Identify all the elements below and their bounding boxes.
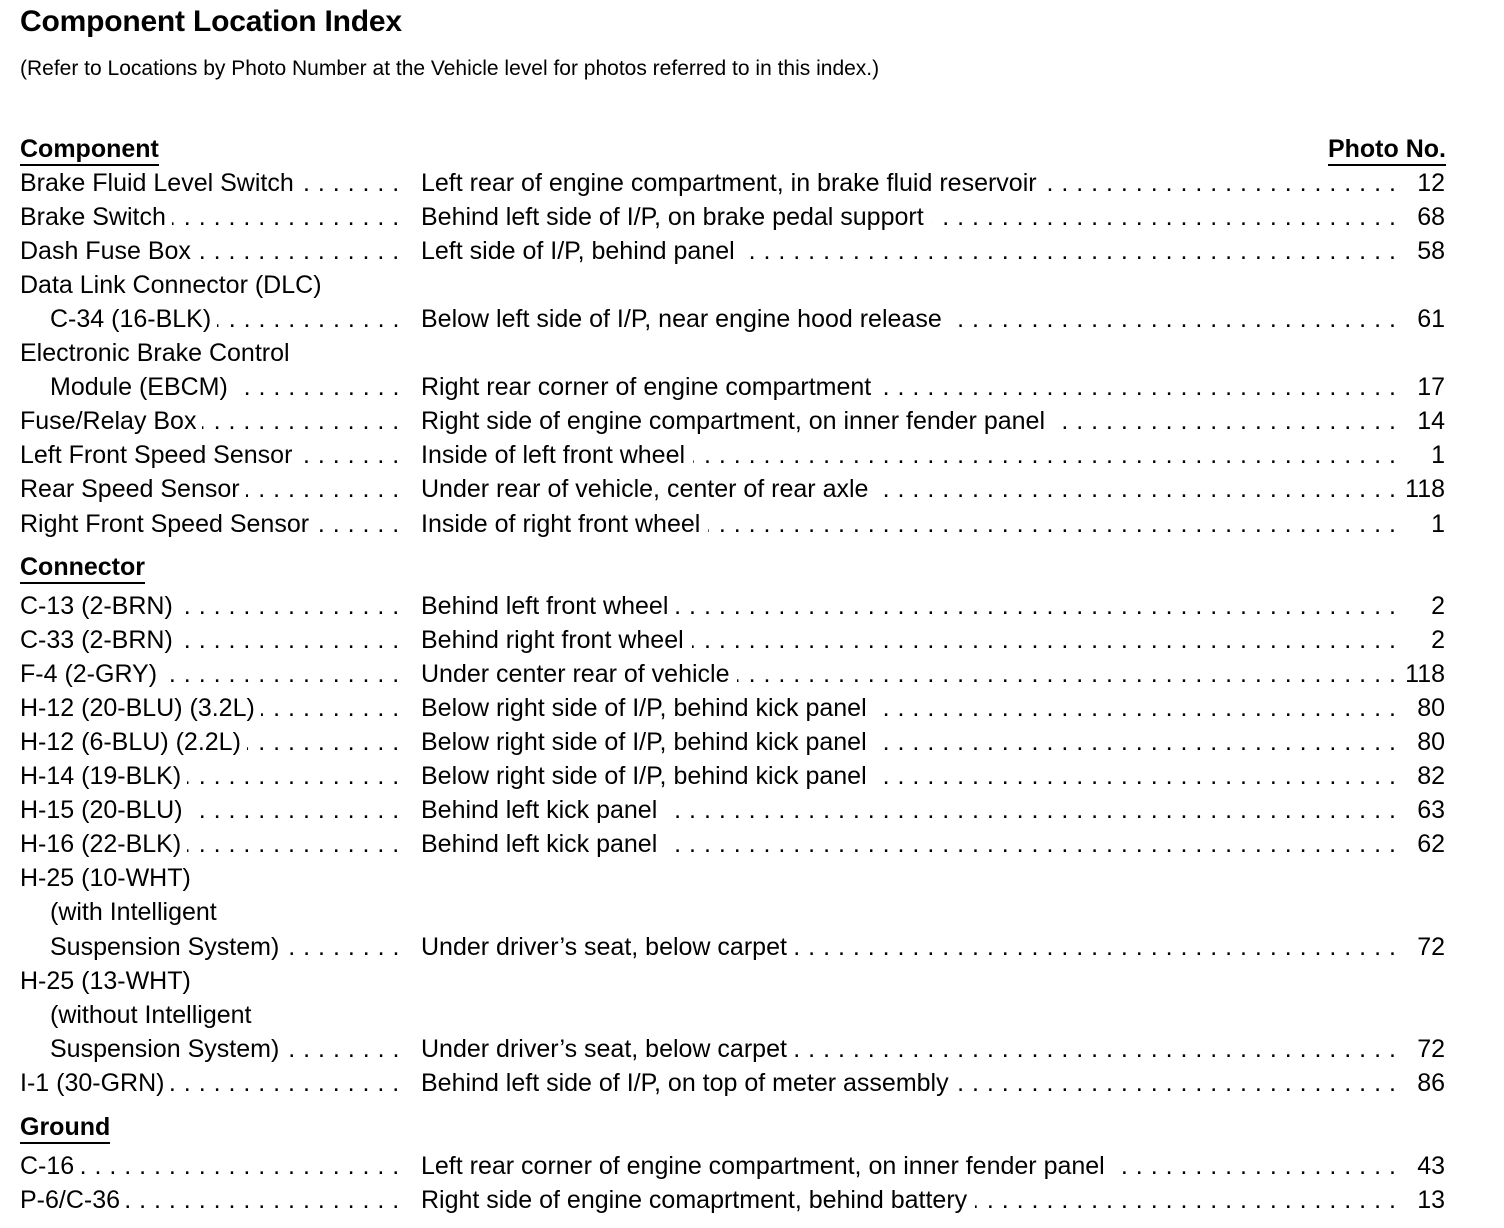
component-name xyxy=(20,166,402,200)
location-text: Right rear corner of engine compartment xyxy=(421,373,879,401)
component-name-text: C-13 (2-BRN) xyxy=(20,592,179,620)
location-text: Behind right front wheel xyxy=(421,626,692,654)
table-row xyxy=(0,268,1504,302)
location-description xyxy=(421,200,1399,234)
location-text: Below right side of I/P, behind kick panel xyxy=(421,762,875,790)
photo-number: 68 xyxy=(1417,203,1445,232)
photo-number: 63 xyxy=(1417,796,1445,825)
photo-number: 80 xyxy=(1417,694,1445,723)
photo-number: 17 xyxy=(1417,373,1445,402)
table-row xyxy=(0,759,1504,793)
component-name-text: C-16 xyxy=(20,1152,80,1180)
photo-number: 43 xyxy=(1417,1152,1445,1180)
location-text: Inside of right front wheel xyxy=(421,510,708,538)
location-text: Below right side of I/P, behind kick panel xyxy=(421,728,875,756)
component-name xyxy=(50,1032,402,1066)
component-name xyxy=(20,1149,402,1183)
table-row xyxy=(0,302,1504,336)
location-text: Left side of I/P, behind panel xyxy=(421,237,743,265)
component-name-text: I-1 (30-GRN) xyxy=(20,1069,170,1097)
component-name xyxy=(50,370,402,404)
component-name xyxy=(20,623,402,657)
location-description xyxy=(421,404,1399,438)
photo-number: 118 xyxy=(1405,660,1445,689)
component-name-text: H-25 (13-WHT) xyxy=(20,967,197,995)
table-row xyxy=(0,336,1504,370)
photo-number-header: Photo No. xyxy=(1328,134,1446,166)
photo-number: 61 xyxy=(1417,305,1445,334)
location-text: Behind left side of I/P, on brake pedal support xyxy=(421,203,932,231)
location-description xyxy=(421,1149,1399,1183)
location-text: Below right side of I/P, behind kick panel xyxy=(421,694,875,722)
table-row xyxy=(0,370,1504,404)
component-name xyxy=(50,895,402,929)
component-name xyxy=(20,759,402,793)
table-row xyxy=(0,793,1504,827)
location-text: Under driver’s seat, below carpet xyxy=(421,1035,795,1063)
component-name-text: Dash Fuse Box xyxy=(20,237,197,265)
component-name-text: Suspension System) xyxy=(50,933,285,961)
photo-number: 58 xyxy=(1417,237,1445,266)
photo-number: 2 xyxy=(1431,592,1445,620)
component-name xyxy=(20,507,402,541)
component-name-text: C-34 (16-BLK) xyxy=(50,305,217,333)
location-description xyxy=(421,1183,1399,1217)
location-text: Right side of engine comaprtment, behind battery xyxy=(421,1186,975,1214)
component-name xyxy=(20,472,402,506)
table-row xyxy=(0,404,1504,438)
location-text: Behind left kick panel xyxy=(421,796,665,824)
photo-number: 80 xyxy=(1417,728,1445,757)
photo-number: 72 xyxy=(1417,932,1445,961)
location-text: Behind left side of I/P, on top of meter assembly xyxy=(421,1069,957,1097)
component-name-text: Fuse/Relay Box xyxy=(20,407,202,435)
component-name-text: Module (EBCM) xyxy=(50,373,234,401)
component-name xyxy=(20,964,402,998)
component-name xyxy=(20,268,402,302)
location-text: Under center rear of vehicle xyxy=(421,660,737,688)
location-text: Under rear of vehicle, center of rear axle xyxy=(421,475,876,503)
table-row xyxy=(0,998,1504,1032)
location-description xyxy=(421,827,1399,861)
photo-number: 13 xyxy=(1417,1186,1445,1215)
location-description xyxy=(421,930,1399,964)
location-text: Inside of left front wheel xyxy=(421,441,693,469)
table-row xyxy=(0,234,1504,268)
table-row xyxy=(0,589,1504,623)
location-description xyxy=(421,691,1399,725)
location-description xyxy=(421,370,1399,404)
location-text: Below left side of I/P, near engine hood release xyxy=(421,305,950,333)
table-row xyxy=(0,1032,1504,1066)
table-row xyxy=(0,507,1504,541)
component-name-text: Brake Fluid Level Switch xyxy=(20,169,300,197)
component-name-text: Left Front Speed Sensor xyxy=(20,441,298,469)
location-description xyxy=(421,725,1399,759)
location-description xyxy=(421,623,1399,657)
component-name-text: Brake Switch xyxy=(20,203,172,231)
table-row xyxy=(0,930,1504,964)
component-name xyxy=(20,691,402,725)
photo-number: 118 xyxy=(1405,475,1445,504)
table-row xyxy=(0,166,1504,200)
location-description xyxy=(421,507,1399,541)
section-heading-connector: Connector xyxy=(20,552,145,584)
component-name-text: (without Intelligent xyxy=(50,1001,258,1029)
section-heading-component: Component xyxy=(20,134,159,166)
photo-number: 2 xyxy=(1431,626,1445,655)
component-name xyxy=(50,930,402,964)
component-name xyxy=(20,1066,402,1100)
component-name-text: Data Link Connector (DLC) xyxy=(20,271,328,299)
photo-number: 1 xyxy=(1431,509,1445,538)
component-name xyxy=(20,200,402,234)
component-name xyxy=(20,725,402,759)
location-description xyxy=(421,793,1399,827)
component-name-text: H-25 (10-WHT) xyxy=(20,864,197,892)
location-description xyxy=(421,657,1399,691)
location-description xyxy=(421,759,1399,793)
location-description xyxy=(421,589,1399,623)
photo-number: 72 xyxy=(1417,1034,1445,1063)
page-title: Component Location Index xyxy=(20,5,402,38)
table-row xyxy=(0,1066,1504,1100)
location-text: Left rear of engine compartment, in brake fluid reservoir xyxy=(421,169,1045,197)
location-text: Behind left kick panel xyxy=(421,830,665,858)
component-name xyxy=(50,302,402,336)
photo-number: 14 xyxy=(1417,407,1445,436)
table-row xyxy=(0,1183,1504,1217)
component-name-text: (with Intelligent xyxy=(50,898,223,926)
component-name xyxy=(20,336,402,370)
component-name xyxy=(20,438,402,472)
component-name-text: H-14 (19-BLK) xyxy=(20,762,187,790)
component-name-text: Right Front Speed Sensor xyxy=(20,510,315,538)
component-name-text: P-6/C-36 xyxy=(20,1186,126,1214)
component-name xyxy=(20,589,402,623)
section-heading-ground: Ground xyxy=(20,1112,110,1144)
table-row xyxy=(0,895,1504,929)
photo-number: 12 xyxy=(1417,169,1445,197)
table-row xyxy=(0,623,1504,657)
component-name-text: F-4 (2-GRY) xyxy=(20,660,163,688)
table-row xyxy=(0,964,1504,998)
component-name-text: Rear Speed Sensor xyxy=(20,475,246,503)
location-description xyxy=(421,1066,1399,1100)
location-description xyxy=(421,234,1399,268)
table-row xyxy=(0,861,1504,895)
component-name-text: Electronic Brake Control xyxy=(20,339,296,367)
table-row xyxy=(0,691,1504,725)
component-name xyxy=(50,998,402,1032)
component-name-text: H-12 (6-BLU) (2.2L) xyxy=(20,728,247,756)
location-description xyxy=(421,1032,1399,1066)
table-row xyxy=(0,200,1504,234)
photo-number: 1 xyxy=(1431,441,1445,470)
component-name xyxy=(20,861,402,895)
table-row xyxy=(0,1149,1504,1183)
location-text: Left rear corner of engine compartment, on inner fender panel xyxy=(421,1152,1113,1180)
component-name-text: H-12 (20-BLU) (3.2L) xyxy=(20,694,261,722)
component-name xyxy=(20,404,402,438)
table-row xyxy=(0,725,1504,759)
location-description xyxy=(421,438,1399,472)
component-name xyxy=(20,827,402,861)
component-name xyxy=(20,1183,402,1217)
table-row xyxy=(0,438,1504,472)
location-description xyxy=(421,302,1399,336)
component-name-text: H-16 (22-BLK) xyxy=(20,830,187,858)
photo-number: 62 xyxy=(1417,830,1445,859)
component-name-text: H-15 (20-BLU) xyxy=(20,796,189,824)
table-row xyxy=(0,657,1504,691)
table-row xyxy=(0,472,1504,506)
photo-number: 82 xyxy=(1417,762,1445,791)
component-name xyxy=(20,793,402,827)
component-name xyxy=(20,234,402,268)
component-name-text: C-33 (2-BRN) xyxy=(20,626,179,654)
photo-number: 86 xyxy=(1417,1068,1445,1097)
page-note: (Refer to Locations by Photo Number at the Vehicle level for photos referred to in this index.) xyxy=(20,57,880,80)
component-name xyxy=(20,657,402,691)
location-text: Under driver’s seat, below carpet xyxy=(421,933,795,961)
component-name-text: Suspension System) xyxy=(50,1035,285,1063)
location-description xyxy=(421,472,1399,506)
table-row xyxy=(0,827,1504,861)
location-text: Behind left front wheel xyxy=(421,592,676,620)
location-description xyxy=(421,166,1399,200)
location-text: Right side of engine compartment, on inner fender panel xyxy=(421,407,1053,435)
